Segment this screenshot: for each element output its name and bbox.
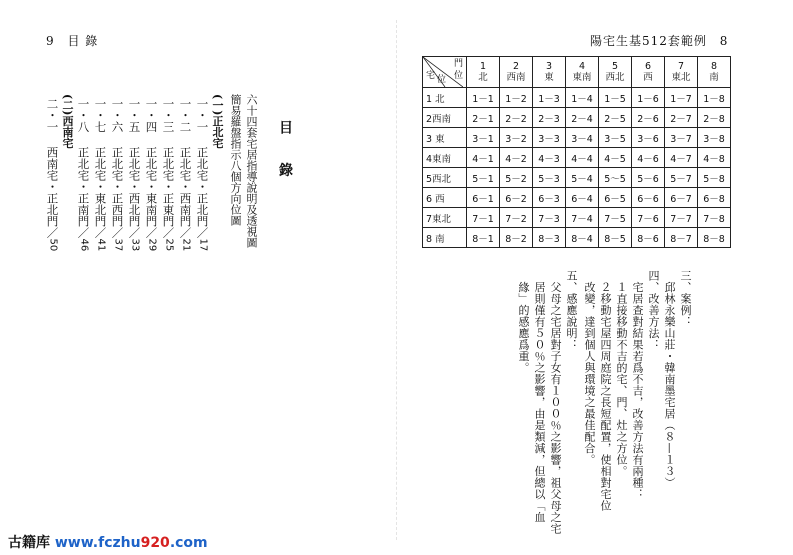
toc-entry-separator: ／ <box>45 227 60 239</box>
table-cell: 4－8 <box>698 148 731 168</box>
table-row <box>423 148 731 168</box>
table-cell: 2－6 <box>632 108 665 128</box>
table-row-header: 1 北 <box>423 88 467 108</box>
table-cell: 3－3 <box>533 128 566 148</box>
table-cell: 7－6 <box>632 208 665 228</box>
corner-label-door: 門 <box>453 59 463 69</box>
toc-entry-text: 西南宅・正北門 <box>45 146 60 227</box>
toc-entry-separator: ／ <box>93 227 108 239</box>
table-cell: 5－2 <box>500 168 533 188</box>
table-row-header: 3 東 <box>423 128 467 148</box>
column-number: 6 <box>644 61 652 72</box>
column-direction: 西南 <box>506 72 526 83</box>
table-cell: 1－6 <box>632 88 665 108</box>
table-corner-cell <box>423 57 467 88</box>
table-cell: 1－2 <box>500 88 533 108</box>
table-cell: 3－4 <box>566 128 599 148</box>
toc-entry-number: 二・一 <box>45 98 60 133</box>
column-direction: 西北 <box>605 72 625 83</box>
toc-entry[interactable] <box>196 98 208 251</box>
table-row-header: 4東南 <box>423 148 467 168</box>
left-page-header <box>46 32 98 49</box>
table-cell: 8－4 <box>566 228 599 248</box>
column-direction: 北 <box>478 72 488 83</box>
table-row-header: 5西北 <box>423 168 467 188</box>
toc-entry-number: 一・五 <box>127 98 142 133</box>
table-cell: 3－2 <box>500 128 533 148</box>
table-cell: 8－1 <box>467 228 500 248</box>
table-cell: 6－1 <box>467 188 500 208</box>
toc-entry-text: 正北宅・西南門 <box>178 146 193 227</box>
table-cell: 6－8 <box>698 188 731 208</box>
toc-entry-page: 21 <box>180 238 192 252</box>
toc-entry-separator: ／ <box>161 227 176 239</box>
corner-label-house: 宅 <box>426 71 436 81</box>
toc-entry-separator: ／ <box>76 227 91 239</box>
table-row-header: 2西南 <box>423 108 467 128</box>
table-row <box>423 128 731 148</box>
table-cell: 7－3 <box>533 208 566 228</box>
left-header-title: 目 錄 <box>67 34 99 48</box>
table-cell: 5－6 <box>632 168 665 188</box>
toc-entry[interactable] <box>179 98 191 251</box>
toc-entry-text: 正北宅・西北門 <box>127 146 142 227</box>
column-number: 4 <box>578 61 586 72</box>
table-row <box>423 108 731 128</box>
table-cell: 4－3 <box>533 148 566 168</box>
body-text-column: 三、案例： <box>679 270 692 328</box>
toc-entry[interactable] <box>46 98 58 251</box>
body-text-column: 居則僅有５０％之影響，由是類減，但總以「血 <box>533 270 546 523</box>
toc-entry-page: 29 <box>146 238 158 252</box>
table-cell: 6－7 <box>665 188 698 208</box>
table-column-header <box>632 57 665 88</box>
body-text-column: 宅居查對結果若爲不吉，改善方法有兩種： <box>631 270 644 500</box>
table-cell: 1－8 <box>698 88 731 108</box>
table-cell: 8－2 <box>500 228 533 248</box>
toc-entry-number: 一・一 <box>195 98 210 133</box>
left-page-number: 9 <box>46 34 55 48</box>
table-cell: 3－8 <box>698 128 731 148</box>
toc-entry[interactable] <box>128 98 140 251</box>
toc-entry-text: 正北宅・正北門 <box>195 146 210 227</box>
column-number: 7 <box>677 61 685 72</box>
toc-title: 目 錄 <box>277 120 293 189</box>
body-text-column: ２移動宅屋四周庭院之長短配置，使相對宅位 <box>599 270 612 512</box>
toc-entry-text: 正北宅・東北門 <box>93 146 108 227</box>
toc-intro-line: 六十四套宅居指導說明及透視圖 <box>245 94 258 248</box>
table-column-header <box>599 57 632 88</box>
table-cell: 2－5 <box>599 108 632 128</box>
table-cell: 3－5 <box>599 128 632 148</box>
column-number: 2 <box>512 61 520 72</box>
table-column-header <box>665 57 698 88</box>
toc-entry-text: 正北宅・正南門 <box>76 146 91 227</box>
table-cell: 7－2 <box>500 208 533 228</box>
table-cell: 7－4 <box>566 208 599 228</box>
table-cell: 7－7 <box>665 208 698 228</box>
table-column-header <box>566 57 599 88</box>
table-cell: 5－3 <box>533 168 566 188</box>
toc-entry-page: 25 <box>163 238 175 252</box>
table-cell: 5－1 <box>467 168 500 188</box>
table-cell: 8－7 <box>665 228 698 248</box>
watermark-site-name: 古籍库 <box>8 535 50 551</box>
table-column-header <box>467 57 500 88</box>
right-header-title: 陽宅生基512套範例 <box>590 34 707 48</box>
table-cell: 8－3 <box>533 228 566 248</box>
table-cell: 7－5 <box>599 208 632 228</box>
table-cell: 1－3 <box>533 88 566 108</box>
toc-entry-page: 37 <box>112 238 124 252</box>
toc-entry-number: 一・四 <box>144 98 159 133</box>
table-row <box>423 188 731 208</box>
house-door-table <box>422 56 731 248</box>
table-header-row <box>423 57 731 88</box>
toc-section-heading: (二)西南宅 <box>61 94 74 149</box>
table-cell: 4－1 <box>467 148 500 168</box>
table-row-header: 8 南 <box>423 228 467 248</box>
toc-entry-separator: ／ <box>195 227 210 239</box>
body-text-column: １直接移動不吉的宅、門、灶之方位。 <box>615 270 628 477</box>
toc-entry-text: 正北宅・東南門 <box>144 146 159 227</box>
toc-entry[interactable] <box>77 98 89 251</box>
right-page-number: 8 <box>719 34 729 48</box>
body-text-column: 四、改善方法： <box>647 270 660 351</box>
toc-entry-page: 46 <box>78 238 90 252</box>
corner-label-pos-bottom: 位 <box>437 75 447 85</box>
body-text-column: 邱林永樂山莊・韓南墨宅居（８—１３） <box>663 270 676 489</box>
table-cell: 6－4 <box>566 188 599 208</box>
column-number: 1 <box>479 61 487 72</box>
table-row <box>423 208 731 228</box>
toc-entry-separator: ／ <box>110 227 125 239</box>
column-direction: 西 <box>643 72 653 83</box>
table-cell: 4－7 <box>665 148 698 168</box>
table-cell: 2－3 <box>533 108 566 128</box>
toc-entry-number: 一・八 <box>76 98 91 133</box>
column-number: 5 <box>611 61 619 72</box>
column-direction: 東北 <box>671 72 691 83</box>
table-cell: 8－8 <box>698 228 731 248</box>
toc-entry-number: 一・六 <box>110 98 125 133</box>
table-cell: 2－2 <box>500 108 533 128</box>
column-direction: 東 <box>544 72 554 83</box>
table-cell: 1－5 <box>599 88 632 108</box>
table-cell: 1－1 <box>467 88 500 108</box>
column-number: 3 <box>545 61 553 72</box>
table-row <box>423 168 731 188</box>
table-cell: 6－5 <box>599 188 632 208</box>
page-fold <box>396 20 397 540</box>
toc-entry-number: 一・二 <box>178 98 193 133</box>
toc-entry[interactable] <box>111 98 123 251</box>
table-row-header: 7東北 <box>423 208 467 228</box>
table-cell: 1－4 <box>566 88 599 108</box>
toc-entry[interactable] <box>162 98 174 251</box>
table-cell: 4－4 <box>566 148 599 168</box>
column-direction: 東南 <box>572 72 592 83</box>
table-cell: 7－8 <box>698 208 731 228</box>
table-cell: 6－3 <box>533 188 566 208</box>
table-cell: 5－4 <box>566 168 599 188</box>
table-cell: 4－5 <box>599 148 632 168</box>
table-cell: 2－8 <box>698 108 731 128</box>
table-column-header <box>533 57 566 88</box>
table-row-header: 6 西 <box>423 188 467 208</box>
table-cell: 3－6 <box>632 128 665 148</box>
column-direction: 南 <box>709 72 719 83</box>
toc-entry-page: 17 <box>197 238 209 252</box>
table-cell: 6－6 <box>632 188 665 208</box>
table-cell: 5－7 <box>665 168 698 188</box>
table-cell: 3－1 <box>467 128 500 148</box>
watermark-url: www.fczhu920.com <box>54 535 208 551</box>
table-cell: 8－6 <box>632 228 665 248</box>
body-text-column: 緣」的感應爲重。 <box>517 270 530 374</box>
table-cell: 4－6 <box>632 148 665 168</box>
toc-entry-page: 33 <box>129 238 141 252</box>
table-cell: 2－1 <box>467 108 500 128</box>
corner-label-pos-top: 位 <box>453 71 463 81</box>
table-column-header <box>698 57 731 88</box>
toc-entry-text: 正北宅・正東門 <box>161 146 176 227</box>
toc-section-heading: (一)正北宅 <box>211 94 224 149</box>
table-cell: 4－2 <box>500 148 533 168</box>
toc-entry-number: 一・七 <box>93 98 108 133</box>
table-cell: 6－2 <box>500 188 533 208</box>
table-cell: 5－8 <box>698 168 731 188</box>
toc-entry-page: 50 <box>47 238 59 252</box>
toc-entry-text: 正北宅・正西門 <box>110 146 125 227</box>
table-cell: 5～5 <box>599 168 632 188</box>
toc-entry[interactable] <box>145 98 157 251</box>
toc-entry-separator: ／ <box>127 227 142 239</box>
table-cell: 8－5 <box>599 228 632 248</box>
table-cell: 7－1 <box>467 208 500 228</box>
table-column-header <box>500 57 533 88</box>
body-text-column: 改變，達到個人與環境之最佳配合。 <box>583 270 596 466</box>
toc-entry-page: 41 <box>95 238 107 252</box>
table-row <box>423 228 731 248</box>
table-cell: 2－7 <box>665 108 698 128</box>
table-cell: 1－7 <box>665 88 698 108</box>
toc-entry-number: 一・三 <box>161 98 176 133</box>
right-page-header <box>590 32 728 49</box>
table-cell: 2－4 <box>566 108 599 128</box>
toc-entry-separator: ／ <box>178 227 193 239</box>
toc-entry[interactable] <box>94 98 106 251</box>
toc-entry-separator: ／ <box>144 227 159 239</box>
column-number: 8 <box>710 61 718 72</box>
toc-intro-line: 簡易羅盤指示八個方向位圖 <box>229 94 242 226</box>
watermark <box>8 532 208 552</box>
body-text-column: 父母之宅居對子女有１００％之影響，祖父母之宅 <box>549 270 562 535</box>
table-row <box>423 88 731 108</box>
table-cell: 3－7 <box>665 128 698 148</box>
body-text-column: 五、感應說明： <box>565 270 578 351</box>
